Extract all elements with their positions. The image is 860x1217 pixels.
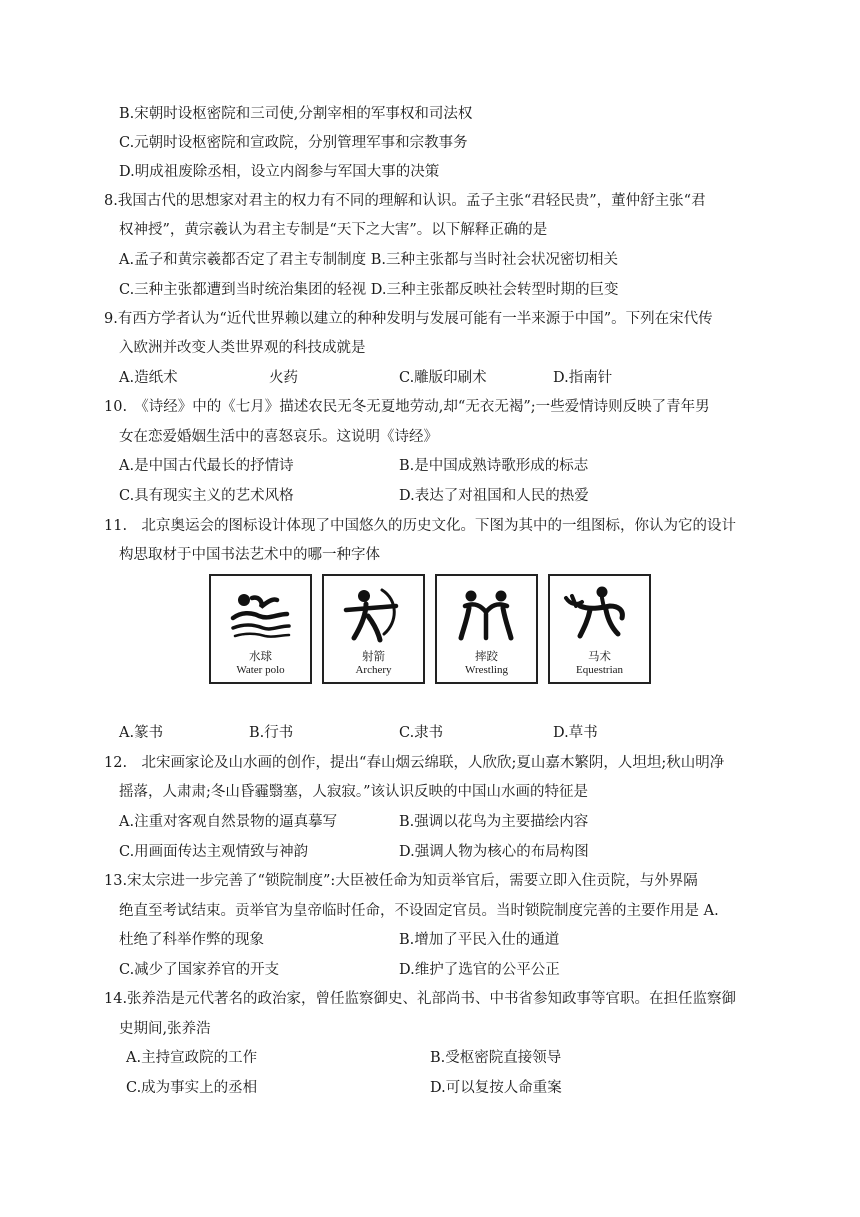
wrestling-icon xyxy=(437,576,536,648)
q13-stem-line3: 杜绝了科举作弊的现象 xyxy=(119,932,264,948)
pictogram-wrestling xyxy=(435,574,538,684)
q14-option-c: C.成为事实上的丞相 xyxy=(126,1080,258,1096)
q8-options-ab: A.孟子和黄宗羲都否定了君主专制制度 B.三种主张都与当时社会状况密切相关 xyxy=(119,252,618,268)
pictogram-label-en: Equestrian xyxy=(575,664,624,676)
pictogram-label-en: Archery xyxy=(355,664,392,676)
pictogram-label-zh: 马术 xyxy=(588,649,611,663)
pictogram-archery xyxy=(322,574,425,684)
pictogram-label-zh: 水球 xyxy=(249,649,272,663)
q8-stem-line1: 8.我国古代的思想家对君主的权力有不同的理解和认识。孟子主张“君轻民贵”，董仲舒主张“君 xyxy=(104,193,706,209)
pictogram-label-en: Water polo xyxy=(236,664,285,676)
q14-option-a: A.主持宣政院的工作 xyxy=(126,1050,258,1066)
equestrian-icon xyxy=(550,576,649,648)
q12-option-c: C.用画面传达主观情致与神韵 xyxy=(119,844,309,860)
q10-option-a: A.是中国古代最长的抒情诗 xyxy=(119,458,294,474)
q13-option-d: D.维护了选官的公平公正 xyxy=(399,962,560,978)
q10-stem-line1: 10. 《诗经》中的《七月》描述农民无冬无夏地劳动,却“无衣无褐”;一些爱情诗则反映了青年男 xyxy=(104,399,710,415)
q7-option-d: D.明成祖废除丞相，设立内阁参与军国大事的决策 xyxy=(119,164,440,180)
q9-option-c: C.雕版印刷术 xyxy=(399,370,487,386)
q9-option-b: 火药 xyxy=(269,370,298,386)
q10-option-c: C.具有现实主义的艺术风格 xyxy=(119,488,294,504)
q9-stem-line1: 9.有西方学者认为“近代世界赖以建立的种种发明与发展可能有一半来源于中国”。下列在宋代传 xyxy=(104,311,713,327)
q13-stem-line2: 绝直至考试结束。贡举官为皇帝临时任命，不设固定官员。当时锁院制度完善的主要作用是 A. xyxy=(119,903,719,919)
q14-option-b: B.受枢密院直接领导 xyxy=(430,1050,562,1066)
q11-option-d: D.草书 xyxy=(553,725,598,741)
q9-option-a: A.造纸术 xyxy=(119,370,178,386)
q7-option-b: B.宋朝时设枢密院和三司使,分割宰相的军事权和司法权 xyxy=(119,106,473,122)
olympic-pictogram-figure xyxy=(209,574,654,686)
water-polo-icon xyxy=(211,576,310,648)
q11-stem-line1: 11. 北京奥运会的图标设计体现了中国悠久的历史文化。下图为其中的一组图标，你认为它的设计 xyxy=(104,518,737,534)
q7-option-c: C.元朝时设枢密院和宣政院，分别管理军事和宗教事务 xyxy=(119,135,468,151)
q8-options-cd: C.三种主张都遭到当时统治集团的轻视 D.三种主张都反映社会转型时期的巨变 xyxy=(119,282,619,298)
pictogram-label-en: Wrestling xyxy=(465,664,508,676)
q12-option-b: B.强调以花鸟为主要描绘内容 xyxy=(399,814,589,830)
q11-option-a: A.篆书 xyxy=(119,725,164,741)
q14-stem-line1: 14.张养浩是元代著名的政治家，曾任监察御史、礼部尚书、中书省参知政事等官职。在担任监察御 xyxy=(104,991,737,1007)
q10-option-d: D.表达了对祖国和人民的热爱 xyxy=(399,488,589,504)
q10-stem-line2: 女在恋爱婚姻生活中的喜怒哀乐。这说明《诗经》 xyxy=(119,429,438,445)
q12-stem-line1: 12. 北宋画家论及山水画的创作，提出“春山烟云绵联，人欣欣;夏山嘉木繁阴，人坦坦;秋山明净 xyxy=(104,755,725,771)
pictogram-label-zh: 射箭 xyxy=(362,649,385,663)
q8-stem-line2: 权神授”，黄宗羲认为君主专制是“天下之大害”。以下解释正确的是 xyxy=(119,222,548,238)
pictogram-water-polo xyxy=(209,574,312,684)
q9-option-d: D.指南针 xyxy=(553,370,613,386)
q11-option-b: B.行书 xyxy=(249,725,294,741)
pictogram-label-zh: 摔跤 xyxy=(475,649,498,663)
q14-stem-line2: 史期间,张养浩 xyxy=(119,1021,211,1037)
q12-option-a: A.注重对客观自然景物的逼真摹写 xyxy=(119,814,338,830)
q11-option-c: C.隶书 xyxy=(399,725,444,741)
q11-stem-line2: 构思取材于中国书法艺术中的哪一种字体 xyxy=(119,547,380,563)
archery-icon xyxy=(324,576,423,648)
q13-option-b: B.增加了平民入仕的通道 xyxy=(399,932,560,948)
q12-option-d: D.强调人物为核心的布局构图 xyxy=(399,844,589,860)
q12-stem-line2: 摇落，人肃肃;冬山昏霾翳塞，人寂寂。”该认识反映的中国山水画的特征是 xyxy=(119,784,589,800)
pictogram-equestrian xyxy=(548,574,651,684)
q13-stem-line1: 13.宋太宗进一步完善了“锁院制度”:大臣被任命为知贡举官后，需要立即入住贡院，与外界隔 xyxy=(104,873,698,889)
q13-option-c: C.减少了国家养官的开支 xyxy=(119,962,280,978)
q9-stem-line2: 入欧洲并改变人类世界观的科技成就是 xyxy=(119,340,366,356)
q14-option-d: D.可以复按人命重案 xyxy=(430,1080,562,1096)
q10-option-b: B.是中国成熟诗歌形成的标志 xyxy=(399,458,589,474)
